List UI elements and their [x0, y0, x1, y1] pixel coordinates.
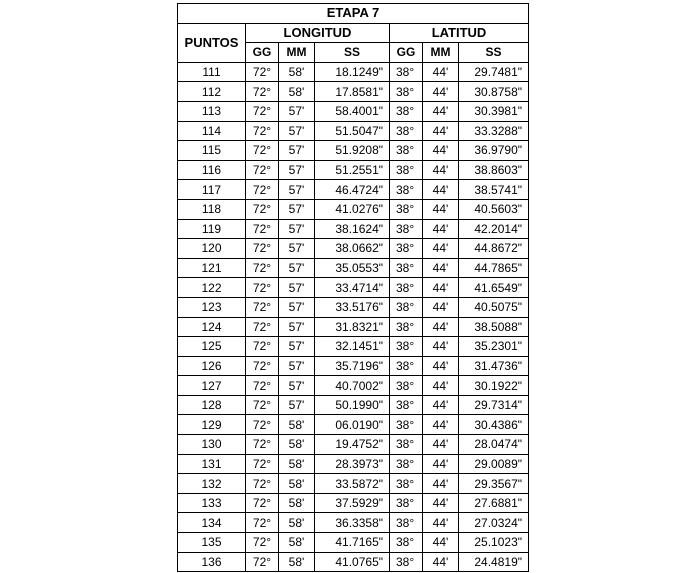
cell-latitud-gg: 38°: [390, 141, 423, 161]
cell-longitud-mm: 58': [279, 474, 315, 494]
table-row: [178, 415, 529, 435]
cell-longitud-gg: 72°: [246, 180, 279, 200]
cell-longitud-gg: 72°: [246, 474, 279, 494]
cell-punto: 131: [178, 454, 246, 474]
cell-longitud-gg: 72°: [246, 533, 279, 553]
cell-longitud-gg: 72°: [246, 317, 279, 337]
cell-longitud-gg: 72°: [246, 376, 279, 396]
cell-longitud-mm: 58': [279, 82, 315, 102]
cell-latitud-gg: 38°: [390, 82, 423, 102]
cell-punto: 135: [178, 533, 246, 553]
cell-longitud-ss: 51.9208": [315, 141, 390, 161]
cell-longitud-mm: 57': [279, 376, 315, 396]
cell-latitud-ss: 29.7314": [459, 395, 529, 415]
header-longitud-mm: MM: [279, 43, 315, 63]
cell-longitud-gg: 72°: [246, 337, 279, 357]
cell-longitud-gg: 72°: [246, 121, 279, 141]
cell-punto: 133: [178, 493, 246, 513]
table-row: [178, 219, 529, 239]
cell-longitud-mm: 57': [279, 258, 315, 278]
cell-longitud-ss: 35.7196": [315, 356, 390, 376]
cell-longitud-gg: 72°: [246, 454, 279, 474]
cell-punto: 129: [178, 415, 246, 435]
cell-longitud-gg: 72°: [246, 435, 279, 455]
cell-punto: 132: [178, 474, 246, 494]
cell-longitud-ss: 35.0553": [315, 258, 390, 278]
cell-latitud-ss: 44.8672": [459, 239, 529, 259]
cell-longitud-ss: 51.2551": [315, 160, 390, 180]
table-row: [178, 160, 529, 180]
table-row: [178, 297, 529, 317]
cell-latitud-ss: 44.7865": [459, 258, 529, 278]
cell-longitud-ss: 36.3358": [315, 513, 390, 533]
cell-longitud-ss: 41.0765": [315, 552, 390, 572]
cell-latitud-ss: 42.2014": [459, 219, 529, 239]
cell-longitud-ss: 50.1990": [315, 395, 390, 415]
cell-longitud-mm: 58': [279, 435, 315, 455]
table-row: [178, 141, 529, 161]
cell-punto: 121: [178, 258, 246, 278]
cell-latitud-ss: 41.6549": [459, 278, 529, 298]
cell-longitud-ss: 46.4724": [315, 180, 390, 200]
cell-latitud-ss: 30.1922": [459, 376, 529, 396]
cell-latitud-mm: 44': [423, 297, 459, 317]
cell-latitud-gg: 38°: [390, 121, 423, 141]
table-row: [178, 552, 529, 572]
cell-longitud-mm: 57': [279, 239, 315, 259]
header-puntos: PUNTOS: [178, 23, 246, 62]
table-row: [178, 180, 529, 200]
cell-longitud-gg: 72°: [246, 493, 279, 513]
cell-longitud-gg: 72°: [246, 82, 279, 102]
cell-longitud-mm: 57': [279, 121, 315, 141]
cell-latitud-ss: 24.4819": [459, 552, 529, 572]
cell-longitud-mm: 57': [279, 395, 315, 415]
table-row: [178, 337, 529, 357]
cell-latitud-mm: 44': [423, 356, 459, 376]
cell-latitud-mm: 44': [423, 395, 459, 415]
cell-latitud-gg: 38°: [390, 435, 423, 455]
cell-latitud-ss: 40.5603": [459, 199, 529, 219]
cell-latitud-ss: 27.0324": [459, 513, 529, 533]
cell-latitud-mm: 44': [423, 101, 459, 121]
cell-longitud-gg: 72°: [246, 258, 279, 278]
cell-latitud-gg: 38°: [390, 376, 423, 396]
cell-longitud-mm: 57': [279, 337, 315, 357]
cell-longitud-ss: 38.0662": [315, 239, 390, 259]
table-row: [178, 474, 529, 494]
cell-longitud-mm: 57': [279, 199, 315, 219]
cell-longitud-gg: 72°: [246, 219, 279, 239]
cell-latitud-ss: 29.3567": [459, 474, 529, 494]
cell-latitud-ss: 28.0474": [459, 435, 529, 455]
cell-longitud-ss: 37.5929": [315, 493, 390, 513]
table-row: [178, 82, 529, 102]
cell-longitud-gg: 72°: [246, 160, 279, 180]
table-row: [178, 376, 529, 396]
cell-longitud-gg: 72°: [246, 62, 279, 82]
cell-punto: 122: [178, 278, 246, 298]
cell-latitud-gg: 38°: [390, 552, 423, 572]
cell-latitud-mm: 44': [423, 435, 459, 455]
cell-longitud-mm: 57': [279, 141, 315, 161]
cell-latitud-gg: 38°: [390, 533, 423, 553]
cell-longitud-mm: 58': [279, 513, 315, 533]
cell-latitud-mm: 44': [423, 552, 459, 572]
cell-latitud-mm: 44': [423, 376, 459, 396]
cell-latitud-mm: 44': [423, 239, 459, 259]
title-row: [178, 4, 529, 24]
cell-longitud-ss: 33.5872": [315, 474, 390, 494]
cell-longitud-mm: 57': [279, 160, 315, 180]
cell-longitud-ss: 41.7165": [315, 533, 390, 553]
cell-latitud-ss: 35.2301": [459, 337, 529, 357]
cell-longitud-ss: 17.8581": [315, 82, 390, 102]
table-row: [178, 356, 529, 376]
cell-longitud-ss: 19.4752": [315, 435, 390, 455]
cell-latitud-mm: 44': [423, 317, 459, 337]
cell-punto: 123: [178, 297, 246, 317]
header-latitud-gg: GG: [390, 43, 423, 63]
cell-latitud-mm: 44': [423, 180, 459, 200]
cell-latitud-ss: 36.9790": [459, 141, 529, 161]
cell-longitud-mm: 57': [279, 317, 315, 337]
cell-punto: 117: [178, 180, 246, 200]
table-body: [178, 62, 529, 571]
cell-punto: 112: [178, 82, 246, 102]
cell-longitud-gg: 72°: [246, 278, 279, 298]
cell-latitud-gg: 38°: [390, 395, 423, 415]
cell-latitud-ss: 33.3288": [459, 121, 529, 141]
table-row: [178, 121, 529, 141]
table-row: [178, 513, 529, 533]
cell-latitud-mm: 44': [423, 219, 459, 239]
cell-longitud-ss: 33.4714": [315, 278, 390, 298]
cell-latitud-mm: 44': [423, 513, 459, 533]
cell-longitud-gg: 72°: [246, 395, 279, 415]
cell-punto: 124: [178, 317, 246, 337]
cell-latitud-gg: 38°: [390, 356, 423, 376]
cell-longitud-gg: 72°: [246, 199, 279, 219]
cell-latitud-mm: 44': [423, 493, 459, 513]
cell-latitud-gg: 38°: [390, 258, 423, 278]
cell-latitud-mm: 44': [423, 141, 459, 161]
cell-latitud-mm: 44': [423, 82, 459, 102]
cell-latitud-gg: 38°: [390, 278, 423, 298]
cell-latitud-mm: 44': [423, 415, 459, 435]
table-row: [178, 435, 529, 455]
table-row: [178, 278, 529, 298]
header-longitud-ss: SS: [315, 43, 390, 63]
cell-latitud-gg: 38°: [390, 180, 423, 200]
cell-punto: 114: [178, 121, 246, 141]
table-row: [178, 101, 529, 121]
cell-longitud-gg: 72°: [246, 141, 279, 161]
cell-longitud-ss: 58.4001": [315, 101, 390, 121]
cell-latitud-gg: 38°: [390, 513, 423, 533]
cell-latitud-gg: 38°: [390, 415, 423, 435]
cell-longitud-gg: 72°: [246, 297, 279, 317]
cell-latitud-ss: 40.5075": [459, 297, 529, 317]
cell-latitud-mm: 44': [423, 337, 459, 357]
table-row: [178, 454, 529, 474]
cell-longitud-mm: 58': [279, 454, 315, 474]
table-header: [178, 4, 529, 63]
table-row: [178, 493, 529, 513]
cell-punto: 116: [178, 160, 246, 180]
cell-longitud-gg: 72°: [246, 415, 279, 435]
table-row: [178, 239, 529, 259]
cell-latitud-ss: 29.0089": [459, 454, 529, 474]
cell-latitud-ss: 38.8603": [459, 160, 529, 180]
cell-longitud-ss: 41.0276": [315, 199, 390, 219]
cell-punto: 111: [178, 62, 246, 82]
cell-latitud-mm: 44': [423, 258, 459, 278]
table-title: ETAPA 7: [178, 4, 529, 24]
cell-punto: 119: [178, 219, 246, 239]
cell-latitud-gg: 38°: [390, 317, 423, 337]
cell-longitud-ss: 31.8321": [315, 317, 390, 337]
cell-latitud-ss: 30.4386": [459, 415, 529, 435]
cell-latitud-ss: 29.7481": [459, 62, 529, 82]
cell-punto: 136: [178, 552, 246, 572]
cell-longitud-mm: 58': [279, 533, 315, 553]
table-row: [178, 199, 529, 219]
cell-punto: 115: [178, 141, 246, 161]
cell-latitud-gg: 38°: [390, 454, 423, 474]
cell-latitud-ss: 30.3981": [459, 101, 529, 121]
header-longitud: LONGITUD: [246, 23, 390, 43]
cell-longitud-mm: 58': [279, 493, 315, 513]
cell-latitud-ss: 38.5741": [459, 180, 529, 200]
cell-latitud-ss: 25.1023": [459, 533, 529, 553]
coordinates-table: [177, 3, 529, 572]
cell-latitud-gg: 38°: [390, 297, 423, 317]
cell-longitud-ss: 18.1249": [315, 62, 390, 82]
cell-punto: 128: [178, 395, 246, 415]
cell-latitud-gg: 38°: [390, 160, 423, 180]
cell-longitud-ss: 28.3973": [315, 454, 390, 474]
cell-longitud-mm: 58': [279, 415, 315, 435]
cell-punto: 126: [178, 356, 246, 376]
cell-latitud-ss: 38.5088": [459, 317, 529, 337]
cell-longitud-mm: 57': [279, 297, 315, 317]
cell-latitud-mm: 44': [423, 454, 459, 474]
table-row: [178, 258, 529, 278]
table-row: [178, 533, 529, 553]
cell-longitud-gg: 72°: [246, 356, 279, 376]
header-latitud-ss: SS: [459, 43, 529, 63]
header-latitud: LATITUD: [390, 23, 529, 43]
cell-latitud-gg: 38°: [390, 474, 423, 494]
cell-longitud-gg: 72°: [246, 101, 279, 121]
header-longitud-gg: GG: [246, 43, 279, 63]
cell-longitud-mm: 57': [279, 278, 315, 298]
cell-latitud-gg: 38°: [390, 337, 423, 357]
cell-longitud-ss: 40.7002": [315, 376, 390, 396]
cell-longitud-gg: 72°: [246, 239, 279, 259]
cell-longitud-mm: 58': [279, 62, 315, 82]
cell-longitud-ss: 38.1624": [315, 219, 390, 239]
cell-latitud-mm: 44': [423, 121, 459, 141]
cell-punto: 127: [178, 376, 246, 396]
cell-latitud-gg: 38°: [390, 199, 423, 219]
cell-punto: 125: [178, 337, 246, 357]
cell-longitud-ss: 32.1451": [315, 337, 390, 357]
cell-latitud-gg: 38°: [390, 239, 423, 259]
cell-punto: 134: [178, 513, 246, 533]
cell-latitud-mm: 44': [423, 199, 459, 219]
cell-longitud-mm: 57': [279, 101, 315, 121]
cell-longitud-mm: 57': [279, 356, 315, 376]
cell-longitud-ss: 51.5047": [315, 121, 390, 141]
table-row: [178, 395, 529, 415]
cell-latitud-ss: 27.6881": [459, 493, 529, 513]
cell-punto: 118: [178, 199, 246, 219]
cell-punto: 130: [178, 435, 246, 455]
group-header-row: [178, 23, 529, 43]
cell-latitud-mm: 44': [423, 160, 459, 180]
cell-longitud-ss: 33.5176": [315, 297, 390, 317]
cell-longitud-ss: 06.0190": [315, 415, 390, 435]
cell-longitud-gg: 72°: [246, 513, 279, 533]
cell-longitud-mm: 57': [279, 180, 315, 200]
cell-latitud-mm: 44': [423, 533, 459, 553]
header-latitud-mm: MM: [423, 43, 459, 63]
cell-punto: 120: [178, 239, 246, 259]
table-row: [178, 62, 529, 82]
cell-punto: 113: [178, 101, 246, 121]
cell-longitud-mm: 57': [279, 219, 315, 239]
cell-latitud-gg: 38°: [390, 219, 423, 239]
cell-latitud-gg: 38°: [390, 62, 423, 82]
table-row: [178, 317, 529, 337]
cell-latitud-mm: 44': [423, 278, 459, 298]
cell-longitud-mm: 58': [279, 552, 315, 572]
cell-latitud-ss: 31.4736": [459, 356, 529, 376]
cell-latitud-ss: 30.8758": [459, 82, 529, 102]
cell-latitud-mm: 44': [423, 474, 459, 494]
cell-latitud-gg: 38°: [390, 493, 423, 513]
cell-latitud-gg: 38°: [390, 101, 423, 121]
cell-longitud-gg: 72°: [246, 552, 279, 572]
cell-latitud-mm: 44': [423, 62, 459, 82]
